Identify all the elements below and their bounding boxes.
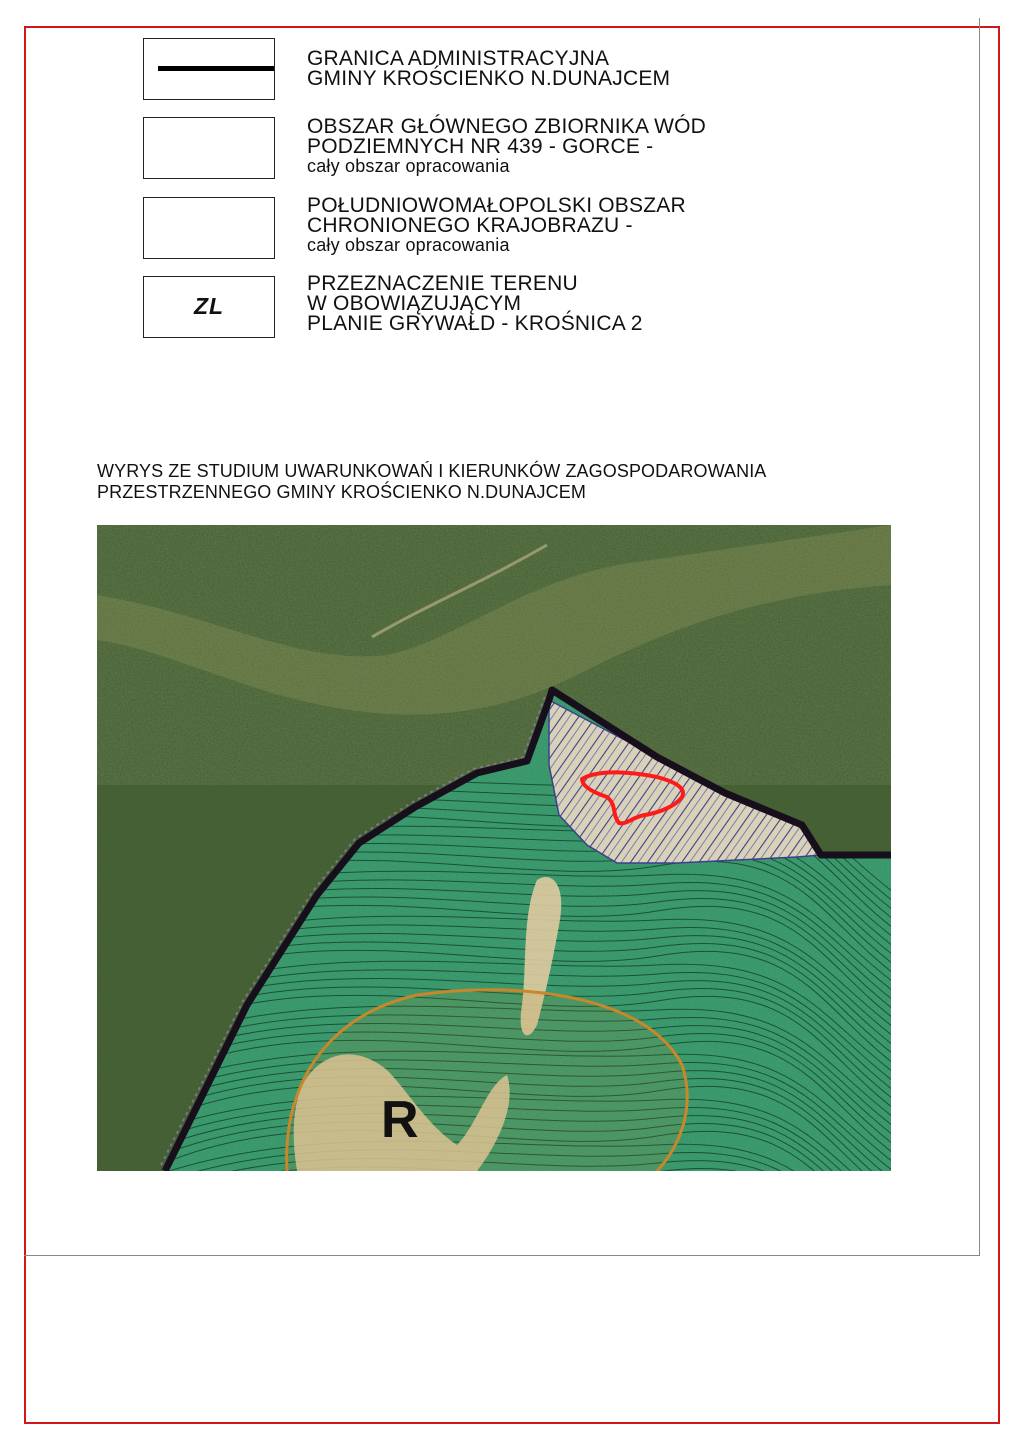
boundary-line-swatch: [158, 66, 274, 71]
meadow-texture: [97, 525, 891, 785]
legend-line: POŁUDNIOWOMAŁOPOLSKI OBSZAR: [307, 194, 686, 217]
legend-symbol-boundary: [143, 38, 275, 100]
map-title-line-1: WYRYS ZE STUDIUM UWARUNKOWAŃ I KIERUNKÓW ZAGOSPODAROWANIA: [97, 461, 767, 481]
legend-symbol-landscape: [143, 197, 275, 259]
legend-symbol-zl: [143, 276, 275, 338]
area-label-r: R: [381, 1091, 419, 1149]
legend-line: CHRONIONEGO KRAJOBRAZU -: [307, 214, 633, 237]
legend-line: GRANICA ADMINISTRACYJNA: [307, 47, 610, 70]
map-title: [97, 461, 927, 503]
map-title-line-2: PRZESTRZENNEGO GMINY KROŚCIENKO N.DUNAJCEM: [97, 482, 586, 502]
legend-line: PRZEZNACZENIE TERENU: [307, 272, 578, 295]
legend-label-groundwater: [307, 117, 706, 176]
legend-line: PLANIE GRYWAŁD - KROŚNICA 2: [307, 312, 643, 335]
legend-note: cały obszar opracowania: [307, 156, 510, 176]
legend-line: GMINY KROŚCIENKO N.DUNAJCEM: [307, 67, 671, 90]
study-map: [97, 525, 891, 1171]
legend-symbol-groundwater: [143, 117, 275, 179]
zl-code: ZL: [193, 293, 225, 319]
legend-label-boundary: [307, 49, 670, 89]
legend-line: OBSZAR GŁÓWNEGO ZBIORNIKA WÓD: [307, 115, 707, 138]
legend-line: W OBOWIĄZUJĄCYM: [307, 292, 522, 315]
legend-label-landscape: [307, 196, 686, 255]
legend-label-zl: [307, 274, 643, 334]
legend-note: cały obszar opracowania: [307, 235, 510, 255]
legend-line: PODZIEMNYCH NR 439 - GORCE -: [307, 135, 654, 158]
